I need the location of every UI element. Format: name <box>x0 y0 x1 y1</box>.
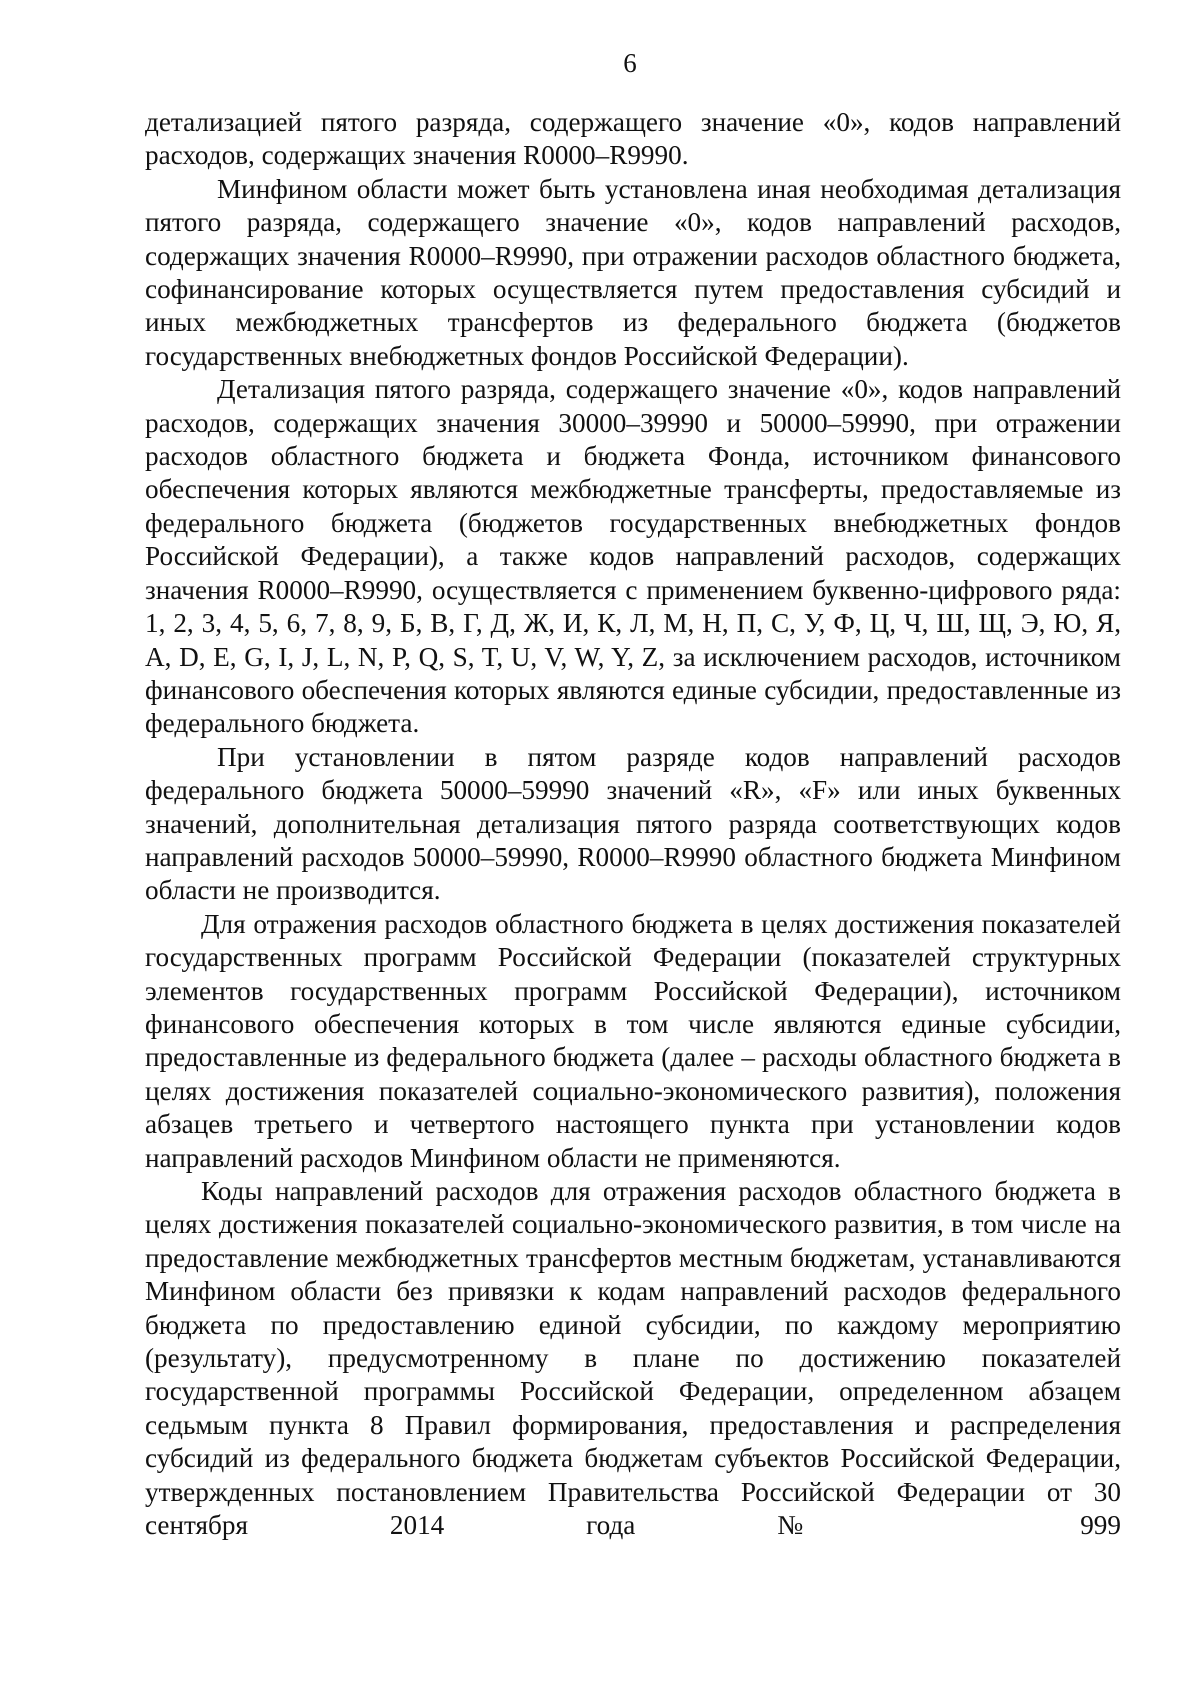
paragraph-4: При установлении в пятом разряде кодов направлений расходов федерального бюджета 50000–59990 значений «R», «F» или иных буквенных значений, дополнительная детализация пятого разряда соответствующих кодов направлений расходов 50000–59990, R0000–R9990 областного бюджета Минфином области не производится. <box>145 741 1121 906</box>
paragraph-2: Минфином области может быть установлена иная необходимая детализация пятого разряда, содержащего значение «0», кодов направлений расходов, содержащих значения R0000–R9990, при отражении расходов областного бюджета, софинансирование которых осуществляется путем предоставления субсидий и иных межбюджетных трансфертов из федерального бюджета (бюджетов государственных внебюджетных фондов Российской Федерации). <box>145 173 1121 371</box>
document-body <box>145 106 1121 1542</box>
paragraph-3: Детализация пятого разряда, содержащего значение «0», кодов направлений расходов, содержащих значения 30000–39990 и 50000–59990, при отражении расходов областного бюджета и бюджета Фонда, источником финансового обеспечения которых являются межбюджетные трансферты, предоставляемые из федерального бюджета (бюджетов государственных внебюджетных фондов Российской Федерации), а также кодов направлений расходов, содержащих значения R0000–R9990, осуществляется с применением буквенно-цифрового ряда: 1, 2, 3, 4, 5, 6, 7, 8, 9, Б, В, Г, Д, Ж, И, К, Л, М, Н, П, С, У, Ф, Ц, Ч, Ш, Щ, Э, Ю, Я, A, D, E, G, I, J, L, N, P, Q, S, T, U, V, W, Y, Z, за исключением расходов, источником финансового обеспечения которых являются единые субсидии, предоставленные из федерального бюджета. <box>145 374 1121 739</box>
paragraph-6: Коды направлений расходов для отражения расходов областного бюджета в целях достижения показателей социально-экономического развития, в том числе на предоставление межбюджетных трансфертов местным бюджетам, устанавливаются Минфином области без привязки к кодам направлений расходов федерального бюджета по предоставлению единой субсидии, по каждому мероприятию (результату), предусмотренному в плане по достижению показателей государственной программы Российской Федерации, определенном абзацем седьмым пункта 8 Правил формирования, предоставления и распределения субсидий из федерального бюджета бюджетам субъектов Российской Федерации, утвержденных постановлением Правительства Российской Федерации от 30 сентября 2014 года № 999 <box>145 1176 1121 1541</box>
paragraph-5: Для отражения расходов областного бюджета в целях достижения показателей государственных программ Российской Федерации (показателей структурных элементов государственных программ Российской Федерации), источником финансового обеспечения которых в том числе являются единые субсидии, предоставленные из федерального бюджета (далее – расходы областного бюджета в целях достижения показателей социально-экономического развития), положения абзацев третьего и четвертого настоящего пункта при установлении кодов направлений расходов Минфином области не применяются. <box>145 908 1121 1173</box>
paragraph-1: детализацией пятого разряда, содержащего значение «0», кодов направлений расходов, содержащих значения R0000–R9990. <box>145 107 1121 171</box>
page-number: 6 <box>623 48 637 78</box>
